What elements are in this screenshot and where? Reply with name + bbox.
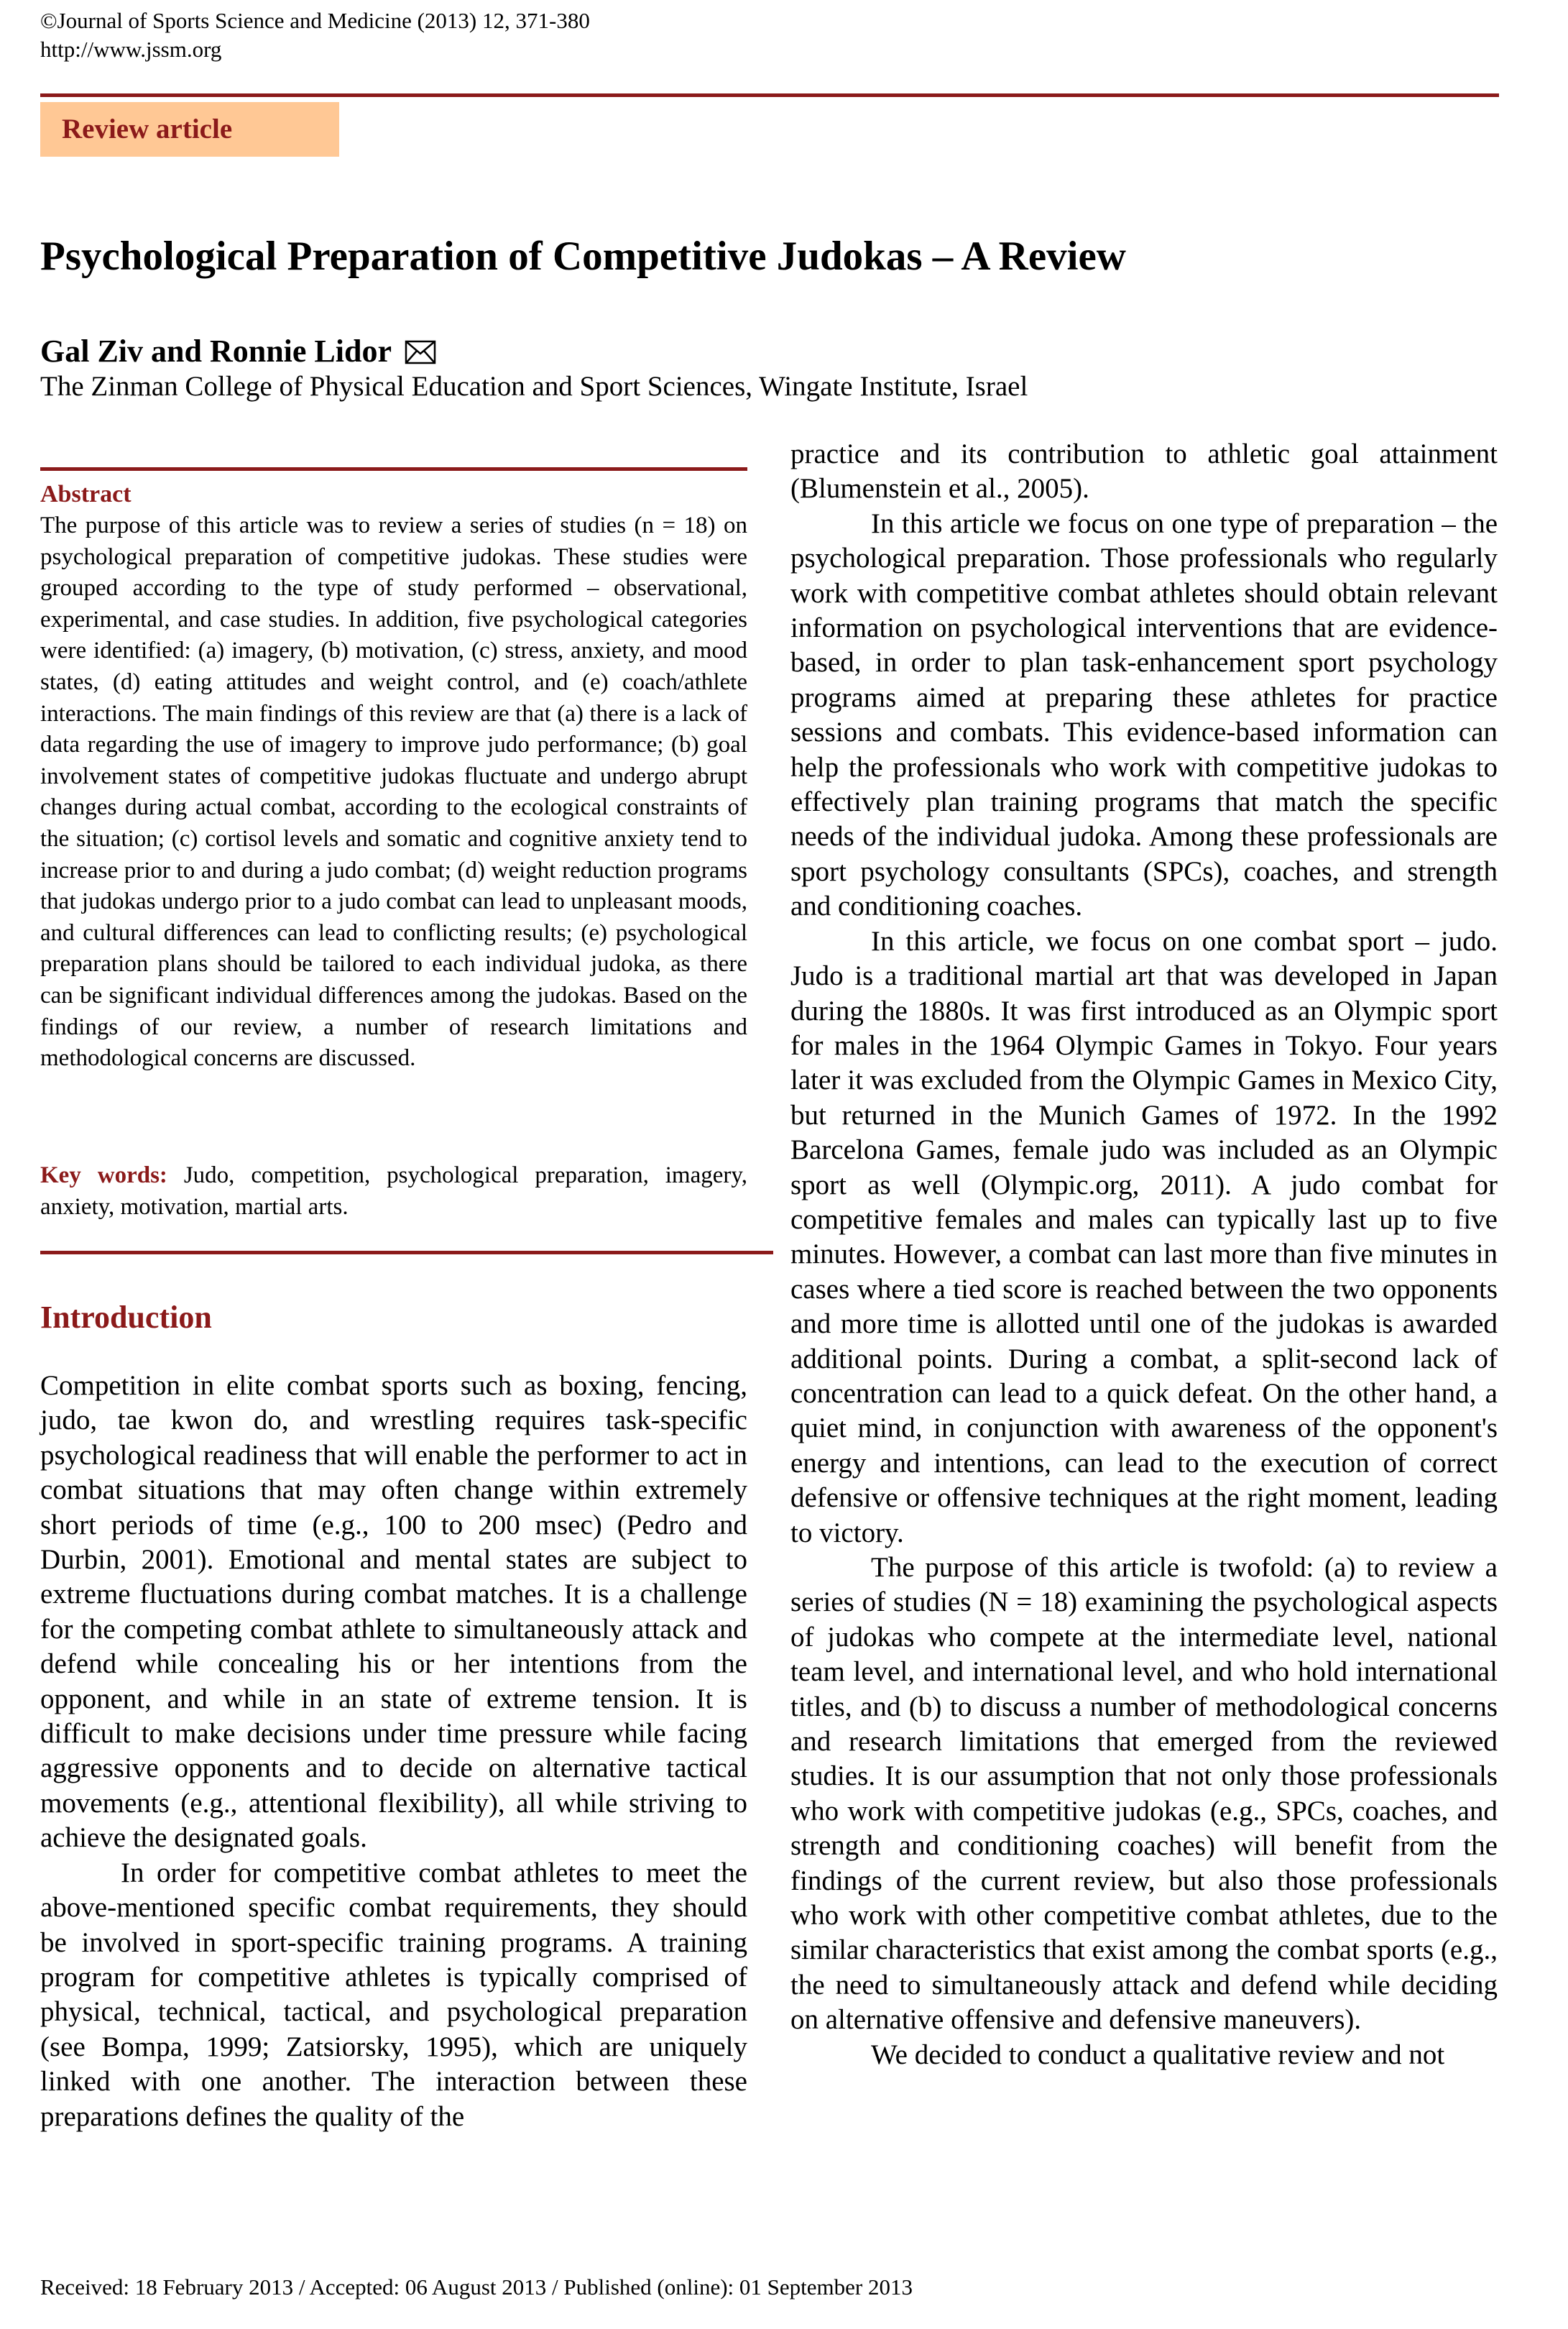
- abstract-bottom-rule: [40, 1251, 773, 1254]
- body-paragraph: Competition in elite combat sports such as boxing, fencing, judo, tae kwon do, and wrestling requires task-specific psychological readiness that will enable the performer to act in combat situations that may often change within extremely short periods of time (e.g., 100 to 200 msec) (Pedro and Durbin, 2001). Emotional and mental states are subject to extreme fluctuations during combat matches. It is a challenge for the competing combat athlete to simultaneously attack and defend while concealing his or her intentions from the opponent, and while in an state of extreme tension. It is difficult to make decisions under time pressure while facing aggressive opponents and to decide on alternative tactical movements (e.g., attentional flexibility), all while striving to achieve the designated goals.: [40, 1370, 747, 1854]
- keywords: [40, 1160, 747, 1223]
- abstract: [40, 479, 747, 1075]
- body-paragraph: practice and its contribution to athletic goal attainment (Blumenstein et al., 2005).: [790, 438, 1498, 505]
- keywords-label: Key words:: [40, 1162, 167, 1188]
- header-rule: [40, 93, 1499, 97]
- envelope-icon[interactable]: [405, 340, 436, 364]
- introduction-heading: Introduction: [40, 1300, 212, 1335]
- body-paragraph: In this article we focus on one type of preparation – the psychological preparation. Those professionals who regularly work with competitive combat athletes should obtain relevant information on psychological interventions that are evidence-based, in order to plan task-enhancement sport psychology programs aimed at preparing these athletes for practice sessions and combats. This evidence-based information can help the professionals who work with competitive judokas to effectively plan training programs that match the specific needs of the individual judoka. Among these professionals are sport psychology consultants (SPCs), coaches, and strength and conditioning coaches.: [790, 507, 1498, 922]
- journal-url[interactable]: http://www.jssm.org: [40, 37, 222, 62]
- abstract-heading: Abstract: [40, 481, 132, 507]
- right-column-body: [790, 437, 1498, 2072]
- abstract-text: The purpose of this article was to review a series of studies (n = 18) on psychological preparation of competitive judokas. These studies were grouped according to the type of study performed – observational, experimental, and case studies. In addition, five psychological categories were identified: (a) imagery, (b) motivation, (c) stress, anxiety, and mood states, (d) eating attitudes and weight control, and (e) coach/athlete interactions. The main findings of this review are that (a) there is a lack of data regarding the use of imagery to improve judo performance; (b) goal involvement states of competitive judokas fluctuate and undergo abrupt changes during actual combat, according to the ecological constraints of the situation; (c) cortisol levels and somatic and cognitive anxiety tend to increase prior to and during a judo combat; (d) weight reduction programs that judokas undergo prior to a judo combat can lead to unpleasant moods, and cultural differences can lead to conflicting results; (e) psychological preparation plans should be tailored to each individual judoka, as there can be significant individual differences among the judokas. Based on the findings of our review, a number of research limitations and methodological concerns are discussed.: [40, 513, 747, 1072]
- left-column-body: [40, 1369, 747, 2134]
- affiliation: The Zinman College of Physical Education and Sport Sciences, Wingate Institute, Israel: [40, 371, 1028, 402]
- body-paragraph: In order for competitive combat athletes to meet the above-mentioned specific combat requirements, they should be involved in sport-specific training programs. A training program for competitive athletes is typically comprised of physical, technical, tactical, and psychological preparation (see Bompa, 1999; Zatsiorsky, 1995), which are uniquely linked with one another. The interaction between these preparations defines the quality of the: [40, 1857, 747, 2132]
- article-title: Psychological Preparation of Competitive Judokas – A Review: [40, 234, 1126, 279]
- received-dates: Received: 18 February 2013 / Accepted: 06 August 2013 / Published (online): 01 September 2013: [40, 2274, 913, 2300]
- article-type-badge: Review article: [40, 102, 339, 157]
- journal-citation: ©Journal of Sports Science and Medicine (2013) 12, 371-380: [40, 8, 590, 33]
- abstract-top-rule: [40, 467, 747, 471]
- body-paragraph: In this article, we focus on one combat sport – judo. Judo is a traditional martial art that was developed in Japan during the 1880s. It was first introduced as an Olympic sport for males in the 1964 Olympic Games in Tokyo. Four years later it was excluded from the Olympic Games in Mexico City, but returned in the Munich Games of 1972. In the 1992 Barcelona Games, female judo was included as an Olympic sport as well (Olympic.org, 2011). A judo combat for competitive females and males can typically last up to five minutes. However, a combat can last more than five minutes in cases where a tied score is reached between the two opponents and more time is allotted until one of the judokas is awarded additional points. During a combat, a split-second lack of concentration can lead to a quick defeat. On the other hand, a quiet mind, in conjunction with awareness of the opponent's energy and intentions, can lead to the execution of correct defensive or offensive techniques at the right moment, leading to victory.: [790, 925, 1498, 1548]
- body-paragraph: The purpose of this article is twofold: (a) to review a series of studies (N = 18) examining the psychological aspects of judokas who compete at the intermediate level, national team level, and international level, and who hold international titles, and (b) to discuss a number of methodological concerns and research limitations that emerged from the reviewed studies. It is our assumption that not only those professionals who work with competitive judokas (e.g., SPCs, coaches, and strength and conditioning coaches) will benefit from the findings of the current review, but also those professionals who work with other competitive combat athletes, due to the similar characteristics that exist among the combat sports (e.g., the need to simultaneously attack and defend while deciding on alternative offensive and defensive maneuvers).: [790, 1552, 1498, 2036]
- authors: Gal Ziv and Ronnie Lidor: [40, 334, 392, 369]
- body-paragraph: We decided to conduct a qualitative review and not: [871, 2039, 1445, 2070]
- keywords-text: Judo, competition, psychological preparation, imagery, anxiety, motivation, martial arts.: [40, 1162, 747, 1220]
- author-line: [40, 332, 436, 371]
